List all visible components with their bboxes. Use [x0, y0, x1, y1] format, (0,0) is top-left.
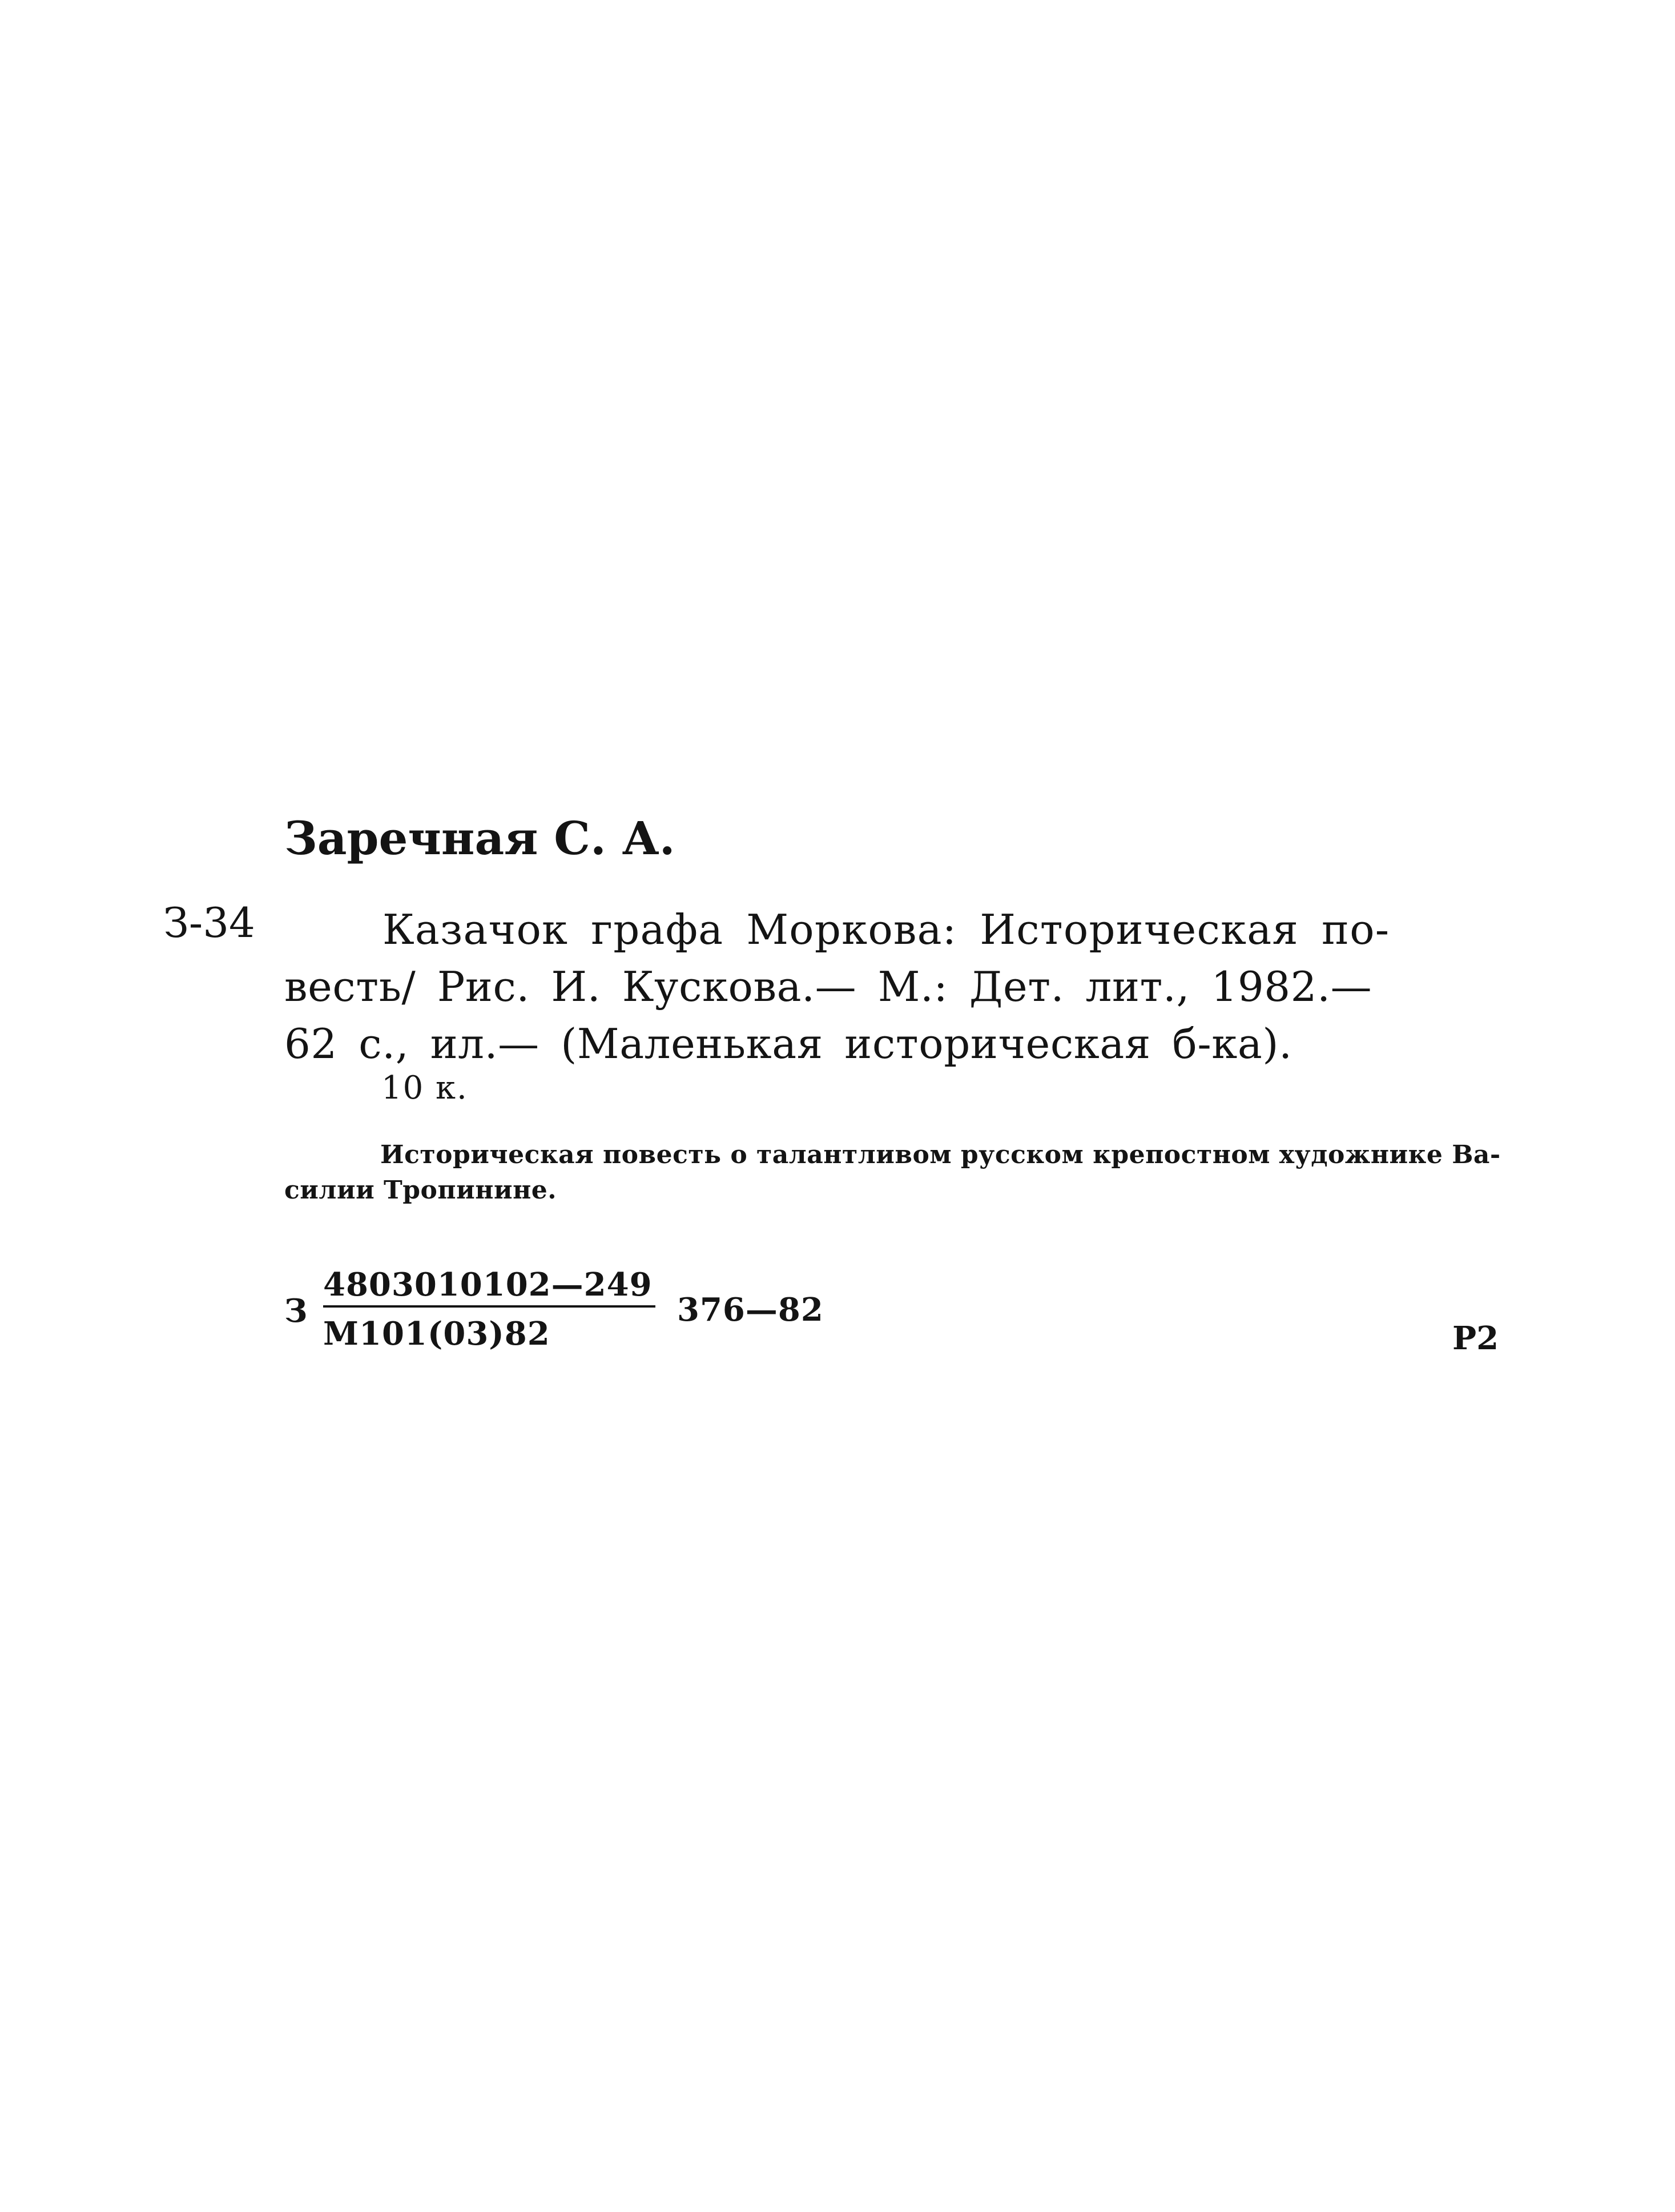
description-line: 62 с., ил.— (Маленькая историческая б-ка). [284, 1020, 1293, 1068]
description-line: весть/ Рис. И. Кускова.— М.: Дет. лит., 1982.— [284, 963, 1372, 1011]
author-heading: Заречная С. А. [284, 811, 675, 865]
annotation [284, 1137, 1506, 1208]
index-letter: З [284, 1292, 308, 1330]
order-code: 376—82 [677, 1291, 824, 1329]
price: 10 к. [381, 1069, 468, 1107]
index-fraction [323, 1266, 666, 1353]
annotation-line: силии Тропинине. [284, 1176, 557, 1205]
fraction-rule [323, 1305, 655, 1308]
classification-code: Р2 [1452, 1320, 1499, 1357]
annotation-line: Историческая повесть о талантливом русском крепостном художнике Ва- [380, 1140, 1501, 1169]
index-numerator: 4803010102—249 [323, 1266, 653, 1304]
bibliographic-description [284, 901, 1506, 1072]
shelf-code: З-34 [163, 899, 255, 947]
description-line: Казачок графа Моркова: Историческая по- [382, 906, 1390, 954]
index-denominator: М101(03)82 [323, 1315, 550, 1353]
